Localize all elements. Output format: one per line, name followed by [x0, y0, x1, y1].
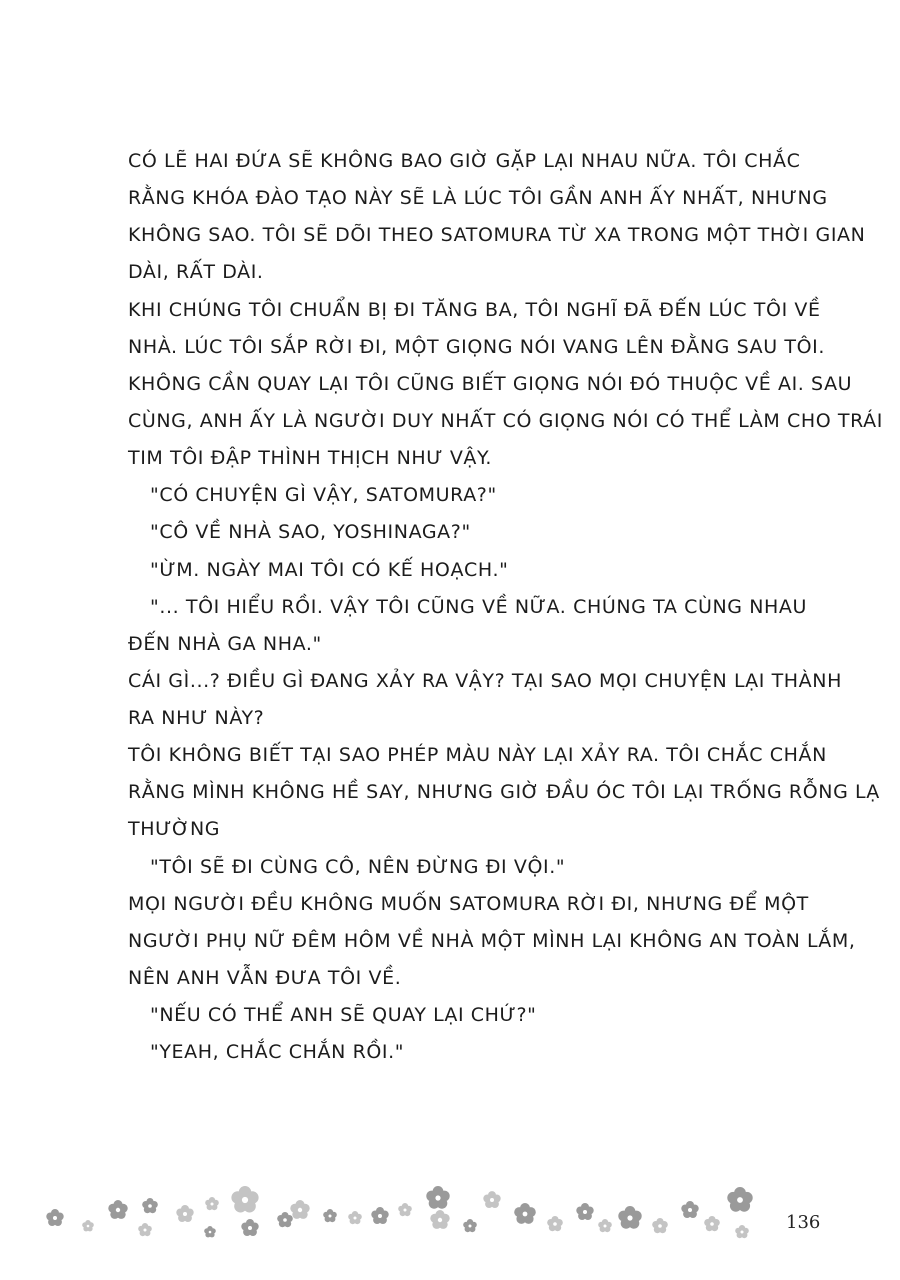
- flower-icon: [277, 1212, 293, 1227]
- flower-icon: [241, 1219, 258, 1236]
- flower-icon: [371, 1207, 388, 1224]
- flower-icon: [598, 1219, 612, 1232]
- flower-icon: [290, 1200, 309, 1219]
- text-line: KHI CHÚNG TÔI CHUẨN BỊ ĐI TĂNG BA, TÔI NGHĨ ĐÃ ĐẾN LÚC TÔI VỀ: [128, 299, 821, 321]
- text-line: RẰNG MÌNH KHÔNG HỀ SAY, NHƯNG GIỜ ĐẦU ÓC TÔI LẠI TRỐNG RỖNG LẠ: [128, 781, 880, 803]
- flower-icon: [430, 1210, 449, 1229]
- text-line: MỌI NGƯỜI ĐỀU KHÔNG MUỐN SATOMURA RỜI ĐI, NHƯNG ĐỂ MỘT: [128, 893, 809, 915]
- text-line: NHÀ. LÚC TÔI SẮP RỜI ĐI, MỘT GIỌNG NÓI VANG LÊN ĐẰNG SAU TÔI.: [128, 336, 825, 358]
- flower-icon: [142, 1198, 158, 1213]
- flower-icon: [205, 1197, 219, 1210]
- flower-icon: [204, 1226, 216, 1237]
- flower-icon: [483, 1191, 500, 1208]
- flower-icon: [348, 1211, 362, 1224]
- flower-icon: [82, 1220, 94, 1231]
- text-line: TÔI KHÔNG BIẾT TẠI SAO PHÉP MÀU NÀY LẠI XẢY RA. TÔI CHẮC CHẮN: [128, 744, 827, 766]
- text-line: RA NHƯ NÀY?: [128, 707, 265, 729]
- text-line: KHÔNG SAO. TÔI SẼ DÕI THEO SATOMURA TỪ XA TRONG MỘT THỜI GIAN: [128, 224, 866, 246]
- flower-icon: [426, 1186, 449, 1209]
- flower-icon: [323, 1209, 337, 1222]
- flower-icon: [652, 1218, 668, 1233]
- text-line: "CÓ CHUYỆN GÌ VẬY, SATOMURA?": [150, 484, 497, 506]
- flower-icon: [618, 1206, 641, 1229]
- text-line: KHÔNG CẦN QUAY LẠI TÔI CŨNG BIẾT GIỌNG NÓI ĐÓ THUỘC VỀ AI. SAU: [128, 373, 853, 395]
- flower-icon: [398, 1203, 412, 1216]
- text-line: CÙNG, ANH ẤY LÀ NGƯỜI DUY NHẤT CÓ GIỌNG NÓI CÓ THỂ LÀM CHO TRÁI: [128, 410, 883, 432]
- text-line: ĐẾN NHÀ GA NHA.": [128, 633, 322, 655]
- text-line: "TÔI SẼ ĐI CÙNG CÔ, NÊN ĐỪNG ĐI VỘI.": [150, 856, 566, 878]
- text-line: "ỪM. NGÀY MAI TÔI CÓ KẾ HOẠCH.": [150, 559, 509, 581]
- flower-icon: [138, 1223, 152, 1236]
- text-line: NÊN ANH VẪN ĐƯA TÔI VỀ.: [128, 967, 402, 989]
- text-line: NGƯỜI PHỤ NỮ ĐÊM HÔM VỀ NHÀ MỘT MÌNH LẠI KHÔNG AN TOÀN LẮM,: [128, 930, 856, 952]
- flower-icon: [681, 1201, 698, 1218]
- text-line: THƯỜNG: [128, 818, 221, 840]
- flower-icon: [463, 1219, 477, 1232]
- page-number: 136: [786, 1212, 821, 1233]
- flower-icon: [108, 1200, 127, 1219]
- flower-icon: [704, 1216, 720, 1231]
- flower-icon: [547, 1216, 563, 1231]
- flower-icon: [176, 1205, 193, 1222]
- flower-icon: [576, 1203, 593, 1220]
- text-line: "CÔ VỀ NHÀ SAO, YOSHINAGA?": [150, 521, 471, 543]
- flower-icon: [514, 1203, 536, 1224]
- flower-icon: [727, 1187, 752, 1212]
- text-line: "... TÔI HIỂU RỒI. VẬY TÔI CŨNG VỀ NỮA. CHÚNG TA CÙNG NHAU: [150, 596, 808, 618]
- text-line: CÁI GÌ...? ĐIỀU GÌ ĐANG XẢY RA VẬY? TẠI SAO MỌI CHUYỆN LẠI THÀNH: [128, 670, 842, 692]
- text-line: "YEAH, CHẮC CHẮN RỒI.": [150, 1041, 405, 1063]
- flower-icon: [46, 1209, 63, 1226]
- text-line: "NẾU CÓ THỂ ANH SẼ QUAY LẠI CHỨ?": [150, 1004, 537, 1026]
- flower-border-icon: [0, 1170, 780, 1270]
- text-line: TIM TÔI ĐẬP THÌNH THỊCH NHƯ VẬY.: [128, 447, 493, 469]
- flower-icon: [735, 1225, 749, 1238]
- text-line: RẰNG KHÓA ĐÀO TẠO NÀY SẼ LÀ LÚC TÔI GẦN ANH ẤY NHẤT, NHƯNG: [128, 187, 828, 209]
- flower-icon: [231, 1186, 258, 1213]
- text-line: DÀI, RẤT DÀI.: [128, 261, 264, 283]
- text-line: CÓ LẼ HAI ĐỨA SẼ KHÔNG BAO GIỜ GẶP LẠI NHAU NỮA. TÔI CHẮC: [128, 150, 801, 172]
